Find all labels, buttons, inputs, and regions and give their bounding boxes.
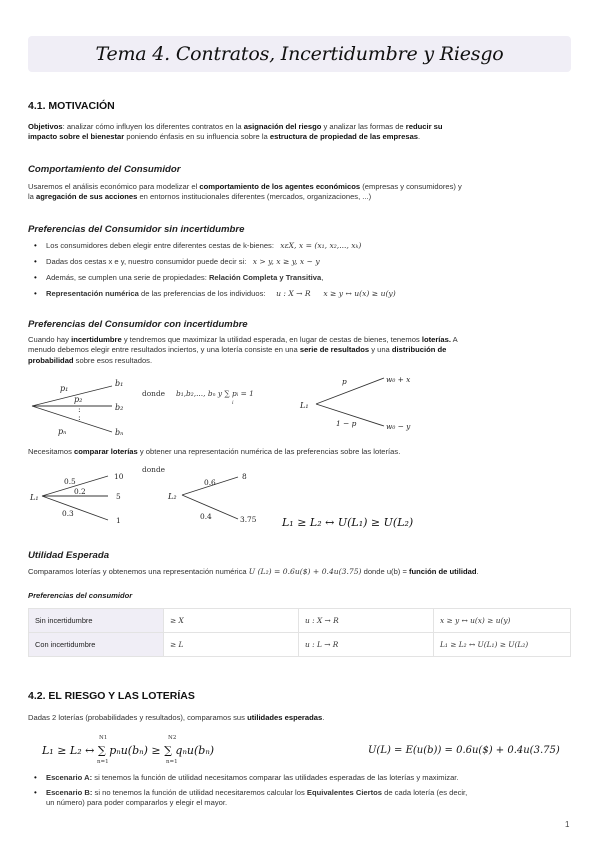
condition-formula: b₁,b₂,..., bₙ y ∑ pᵢ = 1 [176,389,254,398]
objetivos-paragraph [28,122,573,143]
text-run: Dadas dos cestas x e y, nuestro consumidor puede decir si: [46,257,247,266]
text-run: Dadas 2 loterías (probabilidades y resultados), comparamos sus [28,713,248,722]
preferences-table [28,608,571,657]
text-run: Necesitamos [28,447,75,456]
text-run: Usaremos el análisis económico para modelizar el [28,182,200,191]
table-cell: x ≥ y ↔ u(x) ≥ u(y) [434,609,571,633]
lottery-tree-general [28,372,278,442]
branch-line [42,496,108,520]
utilidad-paragraph [28,567,573,577]
expected-utility-comparison: L₁ ≥ L₂ ↔ ∑ pₙu(bₙ) ≥ ∑ qₙu(bₙ) [42,744,215,757]
comportamiento-paragraph [28,182,573,203]
text-run: . [322,713,325,722]
outcome-label: 5 [116,492,121,501]
table-cell: ≥ L [164,633,299,657]
sin-incertidumbre-list [28,241,573,299]
prob-label: p₁ [60,384,69,393]
bold-run: incertidumbre [71,335,122,344]
text-run: , [321,273,324,282]
table-cell: u : X → R [299,609,434,633]
title-banner [28,36,571,72]
text-run: Los consumidores deben elegir entre diferentes cestas de k-bienes: [46,241,274,250]
text-run: y obtener una representación numérica de las preferencias sobre las loterías. [137,447,401,456]
text-run: A [450,335,458,344]
prob-label: 0.5 [64,477,76,486]
subheading-utilidad-esperada: Utilidad Esperada [28,550,110,561]
table-heading: Preferencias del consumidor [28,591,133,600]
bold-run: loterías. [421,335,451,344]
text-run: y una [369,345,392,355]
outcome-label: 3.75 [240,515,257,524]
outcome-label: b₂ [115,403,124,412]
list-item [28,241,573,251]
bold-run: Representación numérica [46,289,139,298]
sum-upper-limit: N2 [168,735,177,741]
lottery-label: L₂ [168,492,177,501]
necesitamos-paragraph [28,447,573,457]
subheading-comportamiento: Comportamiento del Consumidor [28,164,181,175]
lottery-label: L₁ [300,401,309,410]
sum-upper-limit: N1 [99,735,108,741]
bold-run: impacto sobre el bienestar [28,132,125,142]
bold-run: función de utilidad [409,567,477,576]
text-run: en entornos institucionales diferentes (mercados, organizaciones, ...) [137,192,372,202]
text-run: . [418,132,421,142]
bold-run: comparar loterías [74,447,138,456]
prob-label: 0.4 [200,512,212,521]
bold-run: probabilidad [28,355,74,365]
math-expression: U (L₂) = 0.6u($) + 0.4u(3.75) [248,567,362,576]
vertical-dots: : [78,413,81,422]
prob-label: p₂ [74,395,83,404]
lottery-tree-binary [292,372,442,432]
sum-lower-limit: n=1 [166,759,178,765]
text-run: y analizar las formas de [321,122,406,131]
subheading-con-incertidumbre: Preferencias del Consumidor con incertidumbre [28,319,248,330]
lottery-label: L₁ [30,493,39,502]
prob-label: 0.3 [62,509,74,518]
section-heading-4-1: 4.1. MOTIVACIÓN [28,100,115,112]
scenarios-list [28,773,573,808]
bold-run: Escenario B: [46,788,93,797]
lottery-tree-l2 [140,463,270,529]
bold-run: estructura de propiedad de las empresas [269,132,419,142]
list-item [28,289,573,299]
bold-run: comportamiento de los agentes económicos [199,182,361,191]
text-run: si tenemos la función de utilidad necesitamos comparar las utilidades esperadas de las loterías y maximizar. [92,773,459,782]
prob-label: 0.2 [74,487,86,496]
list-item [28,273,573,283]
math-expression: x ≥ y ↔ u(x) ≥ u(y) [323,289,396,298]
bold-run: asignación del riesgo [243,122,322,131]
lottery-tree-l1 [28,466,148,532]
table-row [29,609,571,633]
text-run: de cada lotería (es decir, [382,788,468,797]
list-item [28,788,573,808]
text-run: de las preferencias de los individuos: [138,289,266,298]
outcome-label: bₙ [115,428,124,437]
con-incertidumbre-paragraph [28,335,573,366]
table-cell-label: Sin incertidumbre [29,609,164,633]
text-run: menudo debemos elegir entre resultados inciertos, y una lotería consiste en una [28,345,300,355]
table-cell: u : L → R [299,633,434,657]
bold-run: agregación de sus acciones [36,192,138,202]
text-run: sobre esos resultados. [73,355,153,365]
outcome-label: b₁ [115,379,124,388]
bold-run: serie de resultados [299,345,370,355]
prob-label: p [342,377,347,386]
vertical-dots: : [78,405,81,414]
prob-label: 0.6 [204,478,216,487]
table-cell-label: Con incertidumbre [29,633,164,657]
text-run: y tendremos que maximizar la utilidad esperada, en lugar de cestas de bienes, tenemos [121,335,422,344]
outcome-label: w₀ + x [386,375,411,384]
list-item [28,257,573,267]
lottery-relation-formula: L₁ ≥ L₂ ↔ U(L₁) ≥ U(L₂) [282,516,414,529]
text-run: : analizar cómo influyen los diferentes contratos en la [62,122,244,131]
text-run: poniendo énfasis en su influencia sobre la [124,132,270,142]
prob-label: 1 − p [336,419,357,428]
bold-run: utilidades esperadas [247,713,323,722]
prob-label: pₙ [58,427,67,436]
text-run: (empresas y consumidores) y [360,182,462,191]
branch-line [32,406,112,432]
table-cell: L₁ ≥ L₂ ↔ U(L₁) ≥ U(L₂) [434,633,571,657]
text-run: la [28,192,37,202]
donde-label: donde [142,389,166,398]
text-run: . [476,567,479,576]
s42-intro-paragraph [28,713,324,723]
text-run: Cuando hay [28,335,72,344]
text-run: si no tenemos la función de utilidad necesitaremos calcular los [92,788,307,797]
bold-run: reducir su [405,122,443,131]
donde-label: donde [142,465,166,474]
page-number: 1 [565,820,570,829]
list-item [28,773,573,783]
objetivos-label: Objetivos [28,122,63,131]
table-cell: ≥ X [164,609,299,633]
branch-line [316,378,384,404]
outcome-label: 1 [116,516,121,525]
math-expression: u : X → R [276,289,311,298]
expected-utility-formula: U(L) = E(u(b)) = 0.6u($) + 0.4u(3.75) [368,745,560,756]
page-title: Tema 4. Contratos, Incertidumbre y Riesgo [95,43,504,65]
bold-run: Relación Completa y Transitiva [208,273,322,282]
bold-run: Equivalentes Ciertos [306,788,382,797]
math-expression: xεX, x = (x₁, x₂,..., xₖ) [280,241,362,250]
outcome-label: 10 [114,472,124,481]
subheading-sin-incertidumbre: Preferencias del Consumidor sin incertidumbre [28,224,245,235]
bold-run: Escenario A: [46,773,93,782]
text-line: un número) para poder compararlos y elegir el mayor. [46,798,228,807]
math-expression: x > y, x ≥ y, x ~ y [252,257,320,266]
table-row [29,633,571,657]
outcome-label: 8 [242,472,247,481]
sum-lower-limit: n=1 [97,759,109,765]
sum-index: i [232,400,234,406]
text-run: donde u(b) = [361,567,409,576]
branch-line [32,386,112,406]
bold-run: distribución de [391,345,447,355]
section-heading-4-2: 4.2. EL RIESGO Y LAS LOTERÍAS [28,690,195,702]
text-run: Además, se cumplen una serie de propiedades: [46,273,209,282]
outcome-label: w₀ − y [386,422,411,431]
text-run: Comparamos loterías y obtenemos una representación numérica [28,567,249,576]
